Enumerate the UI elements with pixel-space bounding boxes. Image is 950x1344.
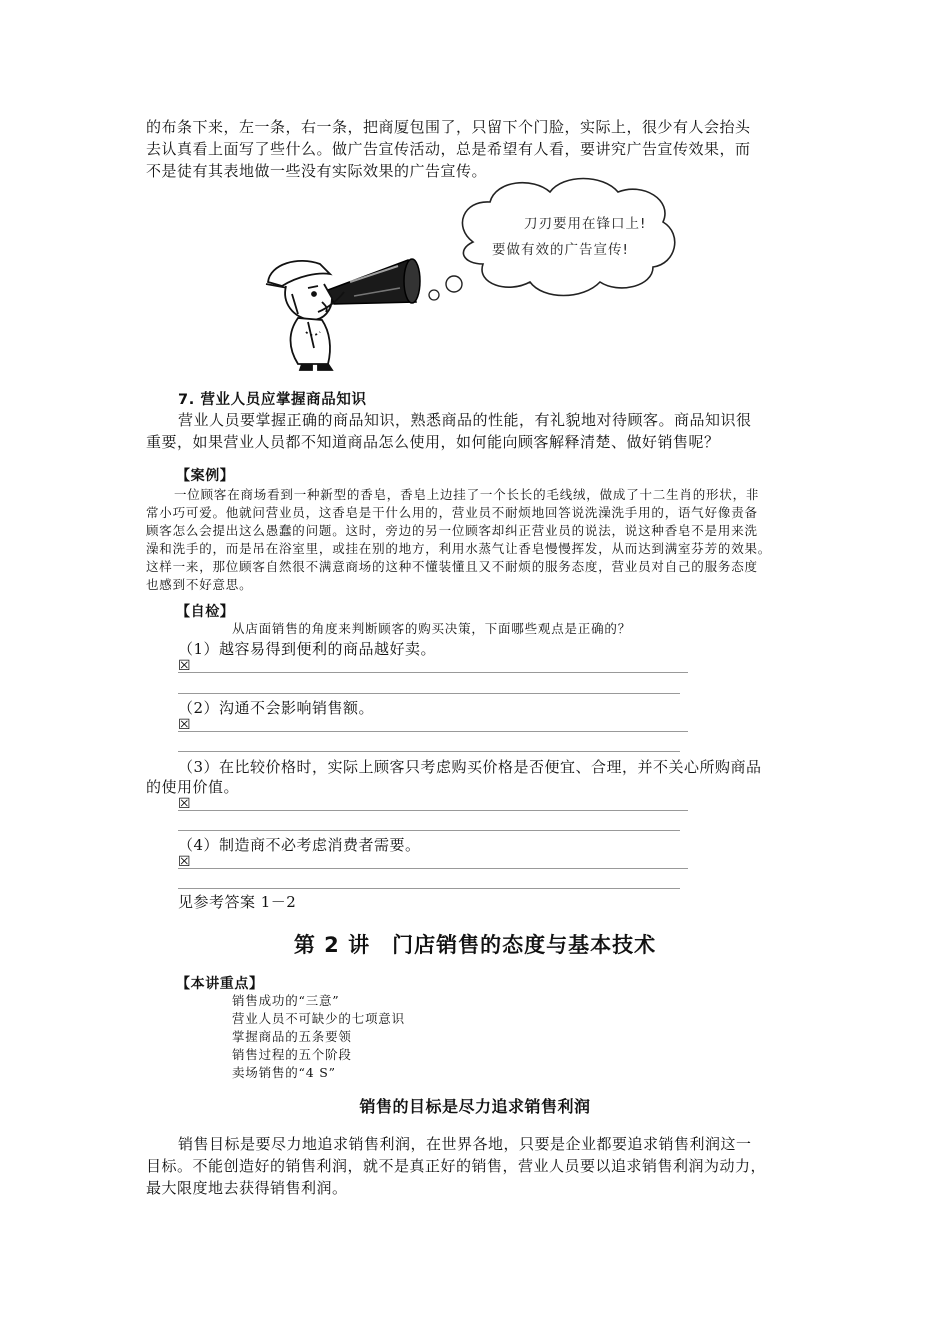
answer-reference: 见参考答案 1－2 xyxy=(178,893,297,911)
bubble-dot-large xyxy=(446,276,462,292)
case-line-1: 一位顾客在商场看到一种新型的香皂，香皂上边挂了一个长长的毛线绒，做成了十二生肖的形状，非 xyxy=(174,487,760,502)
answer-line-3b xyxy=(178,830,680,831)
selfcheck-item-3a: （3）在比较价格时，实际上顾客只考虑购买价格是否便宜、合理，并不关心所购商品 xyxy=(178,758,762,776)
lecture-title: 第 2 讲 门店销售的态度与基本技术 xyxy=(293,933,657,957)
answer-line-3a xyxy=(178,810,688,811)
answer-line-2a xyxy=(178,731,688,732)
case-line-4: 澡和洗手的，而是吊在浴室里，或挂在别的地方，利用水蒸气让香皂慢慢挥发，从而达到满室芬芳的效果。 xyxy=(146,541,772,556)
answer-line-1b xyxy=(178,693,680,694)
selfcheck-item-3b: 的使用价值。 xyxy=(146,778,240,796)
focus-item: 掌握商品的五条要领 xyxy=(232,1029,352,1044)
selfcheck-label: 【自检】 xyxy=(176,604,235,620)
focus-item: 销售过程的五个阶段 xyxy=(232,1047,352,1062)
answer-line-1a xyxy=(178,672,688,673)
megaphone-illustration xyxy=(258,172,683,372)
case-line-5: 这样一来，那位顾客自然很不满意商场的这种不懂装懂且又不耐烦的服务态度，营业员对自己的服务态度 xyxy=(146,559,758,574)
case-line-2: 常小巧可爱。他就问营业员，这香皂是干什么用的，营业员不耐烦地回答说洗澡洗手用的，语气好像责备 xyxy=(146,505,758,520)
bubble-text-2: 要做有效的广告宣传! xyxy=(492,242,629,258)
subsection-line-1: 销售目标是要尽力地追求销售利润，在世界各地，只要是企业都要追求销售利润这一 xyxy=(178,1135,752,1153)
focus-list xyxy=(232,992,632,1082)
case-label: 【案例】 xyxy=(176,468,235,484)
bubble-text-1: 刀刃要用在锋口上! xyxy=(524,216,647,232)
bubble-dot-small xyxy=(429,290,439,300)
subsection-line-2: 目标。不能创造好的销售利润，就不是真正好的销售，营业人员要以追求销售利润为动力， xyxy=(146,1157,767,1175)
checkbox-3[interactable]: ☒ xyxy=(178,796,191,812)
checkbox-1[interactable]: ☒ xyxy=(178,658,191,674)
subsection-line-3: 最大限度地去获得销售利润。 xyxy=(146,1179,348,1197)
case-line-6: 也感到不好意思。 xyxy=(146,577,253,592)
answer-line-2b xyxy=(178,751,680,752)
answer-line-4a xyxy=(178,868,688,869)
man-figure xyxy=(266,261,344,370)
focus-item: 营业人员不可缺少的七项意识 xyxy=(232,1011,405,1026)
checkbox-2[interactable]: ☒ xyxy=(178,717,191,733)
focus-item: 销售成功的“三意” xyxy=(232,993,340,1008)
top-paragraph-line-1: 的布条下来，左一条，右一条，把商厦包围了，只留下个门脸，实际上，很少有人会抬头 xyxy=(146,118,751,136)
focus-item: 卖场销售的“4 S” xyxy=(232,1065,336,1080)
checkbox-4[interactable]: ☒ xyxy=(178,854,191,870)
answer-line-4b xyxy=(178,888,680,889)
thought-bubble xyxy=(462,179,674,296)
section-7-heading: 7. 营业人员应掌握商品知识 xyxy=(178,392,367,408)
case-body xyxy=(146,486,826,594)
selfcheck-item-1: （1）越容易得到便利的商品越好卖。 xyxy=(178,640,437,658)
section-7-line-2: 重要，如果营业人员都不知道商品怎么使用，如何能向顾客解释清楚、做好销售呢？ xyxy=(146,433,720,451)
top-paragraph-line-3: 不是徒有其表地做一些没有实际效果的广告宣传。 xyxy=(146,162,488,180)
selfcheck-item-2: （2）沟通不会影响销售额。 xyxy=(178,699,375,717)
megaphone-icon xyxy=(328,259,420,304)
subsection-title: 销售的目标是尽力追求销售利润 xyxy=(359,1097,591,1116)
selfcheck-question: 从店面销售的角度来判断顾客的购买决策，下面哪些观点是正确的？ xyxy=(232,621,632,636)
selfcheck-item-4: （4）制造商不必考虑消费者需要。 xyxy=(178,836,421,854)
focus-label: 【本讲重点】 xyxy=(176,976,264,992)
top-paragraph-line-2: 去认真看上面写了些什么。做广告宣传活动，总是希望有人看，要讲究广告宣传效果，而 xyxy=(146,140,751,158)
case-line-3: 顾客怎么会提出这么愚蠢的问题。这时，旁边的另一位顾客却纠正营业员的说法，说这种香皂不是用来洗 xyxy=(146,523,758,538)
section-7-line-1: 营业人员要掌握正确的商品知识，熟悉商品的性能，有礼貌地对待顾客。商品知识很 xyxy=(178,411,752,429)
